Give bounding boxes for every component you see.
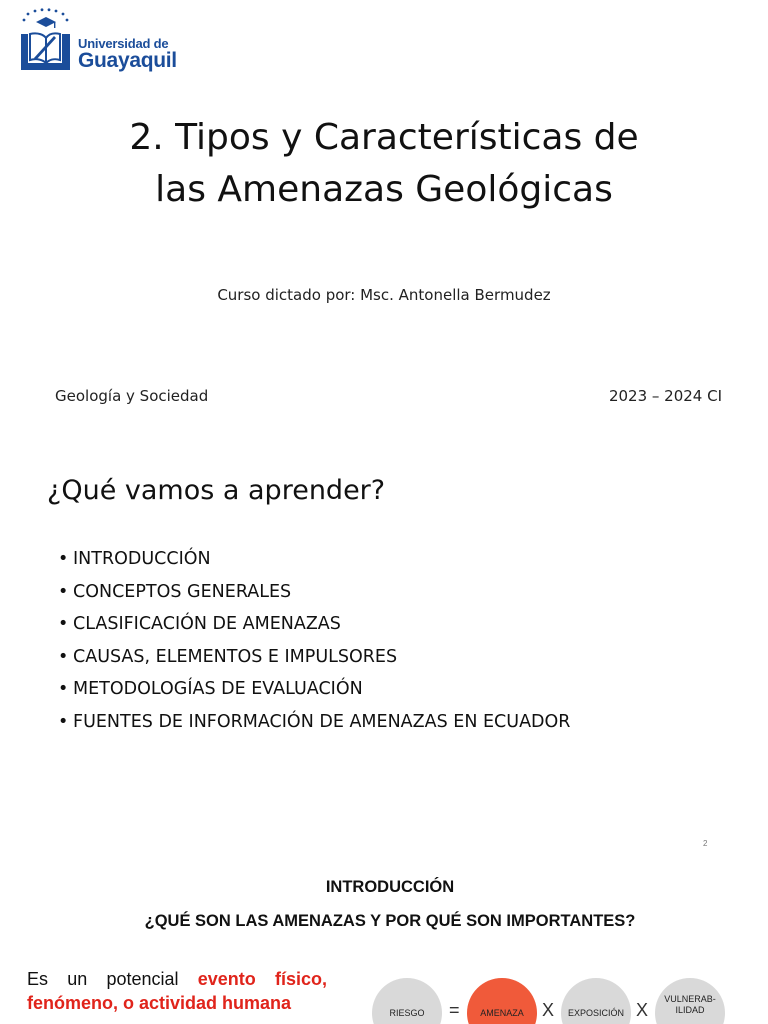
bullet-icon: •: [58, 646, 69, 667]
multiply-sign: X: [542, 1000, 555, 1020]
logo-text-line1: Universidad de: [78, 36, 169, 51]
agenda-list: [58, 543, 570, 738]
bullet-icon: •: [58, 581, 69, 602]
introduction-slide: [0, 860, 768, 1024]
highlighted-definition: evento físico, fenómeno, o actividad humana: [27, 969, 327, 1013]
agenda-item: • INTRODUCCIÓN: [58, 543, 570, 576]
agenda-slide: [0, 430, 768, 860]
presentation-title: [0, 112, 768, 216]
course-name: Geología y Sociedad: [55, 387, 209, 405]
agenda-title: ¿Qué vamos a aprender?: [47, 475, 386, 506]
bullet-icon: •: [58, 711, 69, 732]
agenda-item: • METODOLOGÍAS DE EVALUACIÓN: [58, 673, 570, 706]
bullet-icon: •: [58, 679, 69, 699]
section-question: ¿QUÉ SON LAS AMENAZAS Y POR QUÉ SON IMPORTANTES?: [144, 912, 636, 930]
definition-text: Es un potencial evento físico, fenómeno, o actividad humana: [27, 969, 327, 1013]
agenda-item: • CLASIFICACIÓN DE AMENAZAS: [58, 608, 570, 641]
bullet-icon: •: [58, 614, 69, 634]
academic-period: 2023 – 2024 CI: [608, 387, 722, 405]
amenaza-circle: AMENAZA: [467, 978, 537, 1024]
presenter-subtitle: Curso dictado por: Msc. Antonella Bermudez: [217, 286, 551, 304]
agenda-item: • CAUSAS, ELEMENTOS E IMPULSORES: [58, 641, 570, 674]
exposicion-circle: EXPOSICIÓN: [561, 978, 631, 1024]
multiply-sign: X: [636, 1000, 649, 1020]
equals-sign: =: [449, 1000, 460, 1020]
title-slide: [0, 0, 768, 430]
logo-text-line2: Guayaquil: [78, 49, 177, 72]
title-line-2: las Amenazas Geológicas: [155, 169, 613, 210]
university-seal-icon: [18, 8, 76, 74]
vulnerabilidad-circle: VULNERAB-ILIDAD: [655, 978, 725, 1024]
title-line-1: 2. Tipos y Características de: [129, 117, 639, 158]
university-logo: [18, 8, 188, 74]
risk-formula: [372, 978, 768, 1024]
agenda-item: • CONCEPTOS GENERALES: [58, 576, 570, 609]
riesgo-circle: RIESGO: [372, 978, 442, 1024]
bullet-icon: •: [58, 549, 69, 569]
section-heading: INTRODUCCIÓN: [325, 878, 455, 896]
agenda-item: • FUENTES DE INFORMACIÓN DE AMENAZAS EN ECUADOR: [58, 706, 570, 739]
page-number: 2: [703, 839, 708, 848]
